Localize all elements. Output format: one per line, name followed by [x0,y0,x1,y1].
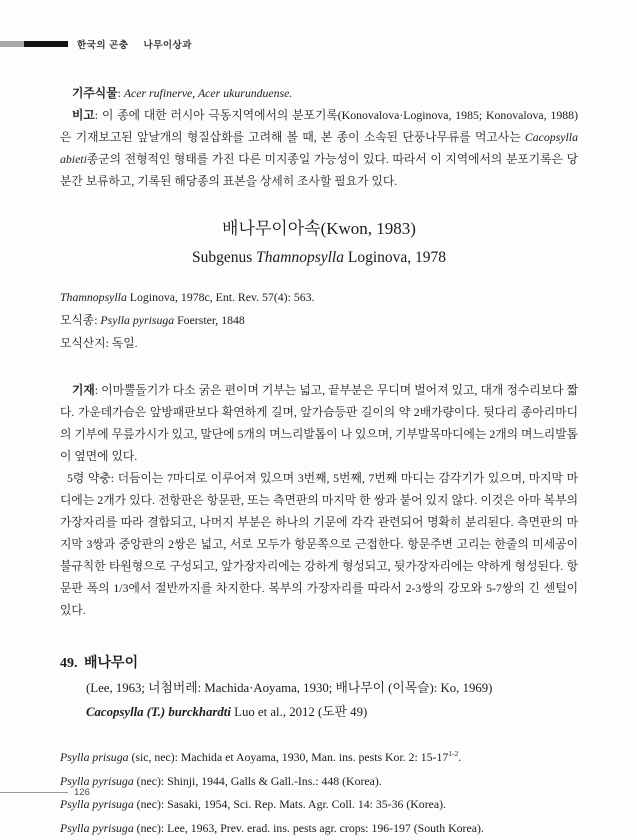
host-plants-species: Acer rufinerve, Acer ukurunduense. [124,86,293,100]
subgenus-heading [60,214,578,272]
synonymy-item [60,770,578,794]
synonymy-item [60,746,578,770]
header-rule-gray-icon [0,41,24,47]
remark-species-name: Cacopsylla abieti [60,130,578,166]
species-author-citation: Luo et al., 2012 (도판 49) [231,705,367,719]
footer-rule-icon [0,792,68,793]
running-head-book-title: 한국의 곤충 [77,37,129,51]
page-number: 126 [74,787,90,798]
synonymy-footnote-marker: 1-2 [448,749,458,758]
remark-text-1: 이 종에 대한 러시아 극동지역에서의 분포기록(Konovalova·Loginova, 1985; Konovalova, 1988)은 기재보고된 앞날개의 형질삽화를 고려해 볼 때, 본 종이 소속된 단풍나무류를 먹고사는 [60,108,578,144]
subgenus-latin-suffix: Loginova, 1978 [344,249,446,266]
synonymy-list [60,746,578,840]
description-text: 이마뿔돌기가 다소 굵은 편이며 기부는 넓고, 끝부분은 무디며 벌어져 있고, 대개 정수리보다 짧다. 가운데가슴은 앞방패판보다 확연하게 길며, 앞가슴등판 길이의 약 2배가량이다. 뒷다리 종아리마디의 기부에 무릎가시가 있고, 말단에 5개의 며느리발톱이 나 있으며, 기부발목마디에는 2개의 며느리발톱이 옆면에 있다. [60,383,578,463]
nymph-paragraph: 5령 약충: 더듬이는 7마디로 이루어져 있으며 3번째, 5번째, 7번째 마디는 감각기가 있으며, 마지막 마디에는 2개가 있다. 전항판은 항문판, 또는 측면판의 마지막 한 쌍과 붙어 있지 않다. 이것은 아마 복부의 가장자리를 따라 결합되고, 나머지 부분은 하나의 기문에 각각 관련되어 명확히 분리된다. 측면판의 마지막 3쌍과 중앙판의 2쌍은 넓고, 서로 모두가 항문쪽으로 근접한다. 항문주변 고리는 한줄의 미세공이 불규칙한 타원형으로 구성되고, 앞가장자리에는 강하게 형성되고, 뒷가장자리에는 약하게 형성된다. 항문판 폭의 1/3에서 절반까지를 차지한다. 복부의 가장자리를 따라서 2-3쌍의 강모와 5-7쌍의 긴 센털이 있다. [60,467,578,621]
running-head-titles [77,37,192,51]
running-head-section-title: 나무이상과 [144,37,192,51]
subgenus-citation-line [60,286,578,309]
type-species-line [60,309,578,332]
description-label: 기재 [72,383,95,397]
type-locality-line: 모식산지: 독일. [60,332,578,355]
header-rule-black-icon [24,41,68,47]
type-species-name: Psylla pyrisuga [100,313,174,327]
remark-text-2: 종군의 전형적인 형태를 가진 다른 미지종일 가능성이 있다. 따라서 이 지역에서의 분포기록은 당분간 보류하고, 기록된 해당종의 표본을 상세히 조사할 필요가 있다. [60,152,578,188]
description-block [60,379,578,621]
species-scientific-line [86,700,578,724]
synonymy-reference: (nec): Sasaki, 1954, Sci. Rep. Mats. Agr. Coll. 14: 35-36 (Korea). [134,797,446,811]
subgenus-latin-title [60,243,578,272]
synonymy-item [60,817,578,840]
type-species-rest: Foerster, 1848 [174,313,245,327]
host-plants-separator: : [118,86,124,100]
synonymy-item [60,793,578,817]
species-entry [60,651,578,724]
subgenus-korean-title: 배나무이아속(Kwon, 1983) [60,214,578,243]
remark-paragraph [60,104,578,192]
description-separator: : [95,383,101,397]
synonymy-reference: (sic, nec): Machida et Aoyama, 1930, Man. ins. pests Kor. 2: 15-17 [129,750,449,764]
synonymy-tail: . [458,750,461,764]
type-species-label: 모식종: [60,313,100,327]
synonymy-species-name: Psylla pyrisuga [60,774,134,788]
subgenus-citation-rest: Loginova, 1978c, Ent. Rev. 57(4): 563. [127,290,315,304]
page-body [60,82,578,840]
species-korean-name: 배나무이 [84,656,138,671]
subgenus-citation-name: Thamnopsylla [60,290,127,304]
species-vernacular-line: (Lee, 1963; 너첨버레: Machida·Aoyama, 1930; 배나무이 (이목슬): Ko, 1969) [86,676,578,700]
page-footer [0,787,90,798]
subgenus-latin-prefix: Subgenus [192,249,256,266]
host-plants-label: 기주식물 [72,86,118,100]
synonymy-species-name: Psylla pyrisuga [60,797,134,811]
remark-label: 비고 [72,108,95,122]
host-plants-line [60,82,578,104]
subgenus-citation-block [60,286,578,355]
subgenus-latin-name: Thamnopsylla [256,249,344,266]
synonymy-reference: (nec): Shinji, 1944, Galls & Gall.-Ins.: 448 (Korea). [134,774,382,788]
remark-separator: : [95,108,102,122]
synonymy-reference: (nec): Lee, 1963, Prev. erad. ins. pests agr. crops: 196-197 (South Korea). [134,821,484,835]
species-number: 49. [60,651,84,676]
running-head [0,37,192,51]
synonymy-species-name: Psylla prisuga [60,750,129,764]
species-scientific-name: Cacopsylla (T.) burckhardti [86,705,231,719]
synonymy-species-name: Psylla pyrisuga [60,821,134,835]
description-paragraph [60,379,578,467]
species-title [60,651,578,676]
